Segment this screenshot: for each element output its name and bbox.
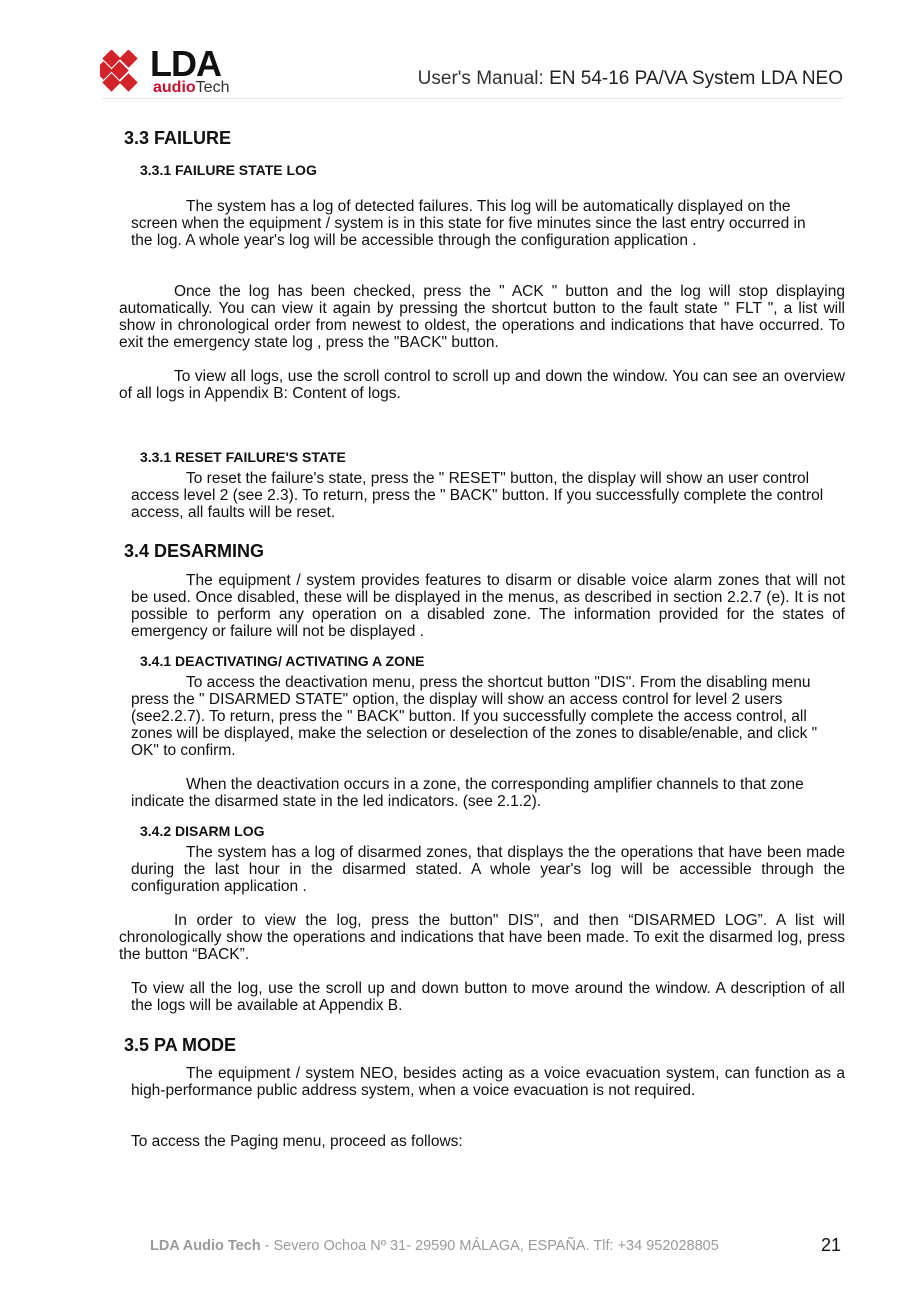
manual-title: User's Manual: EN 54-16 PA/VA System LDA NEO <box>417 68 843 89</box>
paragraph: To reset the failure's state, press the " RESET" button, the display will show an user control access level 2 (see 2.3). To return, press the " BACK" button. If you successfully complete the control access, all faults will be reset. <box>131 470 824 521</box>
paragraph: The equipment / system NEO, besides acting as a voice evacuation system, can function as a high-performance public address system, when a voice evacuation is not required. <box>131 1065 845 1099</box>
logo-subtitle: audioTech <box>153 79 230 96</box>
paragraph: When the deactivation occurs in a zone, the corresponding amplifier channels to that zone indicate the disarmed state in the led indicators. (see 2.1.2). <box>131 776 804 810</box>
paragraph: The system has a log of disarmed zones, that displays the the operations that have been made during the last hour in the disarmed stated. A whole year's log will be accessible through the configuration application . <box>131 844 845 895</box>
paragraph: To access the Paging menu, proceed as follows: <box>131 1133 463 1150</box>
paragraph: The equipment / system provides features to disarm or disable voice alarm zones that will not be used. Once disabled, these will be displayed in the menus, as described in section 2.2.7 (e). It is not possible to perform any operation on a disabled zone. The information provided for the states of emergency or failure will not be displayed . <box>131 572 845 640</box>
paragraph: To access the deactivation menu, press the shortcut button "DIS". From the disabling menu press the " DISARMED STATE" option, the display will show an access control for level 2 users (see2.2.7). To return, press the " BACK" button. If you successfully complete the access control, all zones will be displayed, make the selection or deselection of the zones to disable/enable, and click " OK" to confirm. <box>131 674 818 759</box>
page-header <box>0 0 920 110</box>
paragraph: The system has a log of detected failures. This log will be automatically displayed on the screen when the equipment / system is in this state for five minutes since the last entry occurred in the log. A whole year's log will be accessible through the configuration application . <box>131 198 806 249</box>
subsection-heading-3-3-1: 3.3.1 FAILURE STATE LOG <box>140 162 317 178</box>
subsection-heading-reset: 3.3.1 RESET FAILURE'S STATE <box>140 449 346 465</box>
section-heading-3-3: 3.3 FAILURE <box>124 128 232 148</box>
section-heading-3-4: 3.4 DESARMING <box>124 541 265 561</box>
logo-wordmark: LDA <box>150 43 221 84</box>
footer-address: LDA Audio Tech - Severo Ochoa Nº 31- 29590 MÁLAGA, ESPAÑA. Tlf: +34 952028805 <box>150 1238 719 1254</box>
page-number: 21 <box>821 1235 842 1255</box>
page-footer <box>0 1230 920 1260</box>
lda-logo <box>100 44 245 100</box>
paragraph: To view all the log, use the scroll up and down button to move around the window. A description of all the logs will be available at Appendix B. <box>131 980 845 1014</box>
paragraph: To view all logs, use the scroll control to scroll up and down the window. You can see an overview of all logs in Appendix B: Content of logs. <box>119 368 845 402</box>
paragraph: In order to view the log, press the button" DIS", and then “DISARMED LOG”. A list will chronologically show the operations and indications that have been made. To exit the disarmed log, press the button “BACK”. <box>119 912 845 963</box>
header-divider <box>102 98 843 99</box>
subsection-heading-3-4-1: 3.4.1 DEACTIVATING/ ACTIVATING A ZONE <box>140 653 425 669</box>
paragraph: Once the log has been checked, press the " ACK " button and the log will stop displaying automatically. You can view it again by pressing the shortcut button to the fault state " FLT ", a list will show in chronological order from newest to oldest, the operations and indications that have occurred. To exit the emergency state log , press the "BACK" button. <box>119 283 845 351</box>
diamond-logo-icon <box>100 50 150 96</box>
section-heading-3-5: 3.5 PA MODE <box>124 1035 237 1055</box>
subsection-heading-3-4-2: 3.4.2 DISARM LOG <box>140 823 265 839</box>
